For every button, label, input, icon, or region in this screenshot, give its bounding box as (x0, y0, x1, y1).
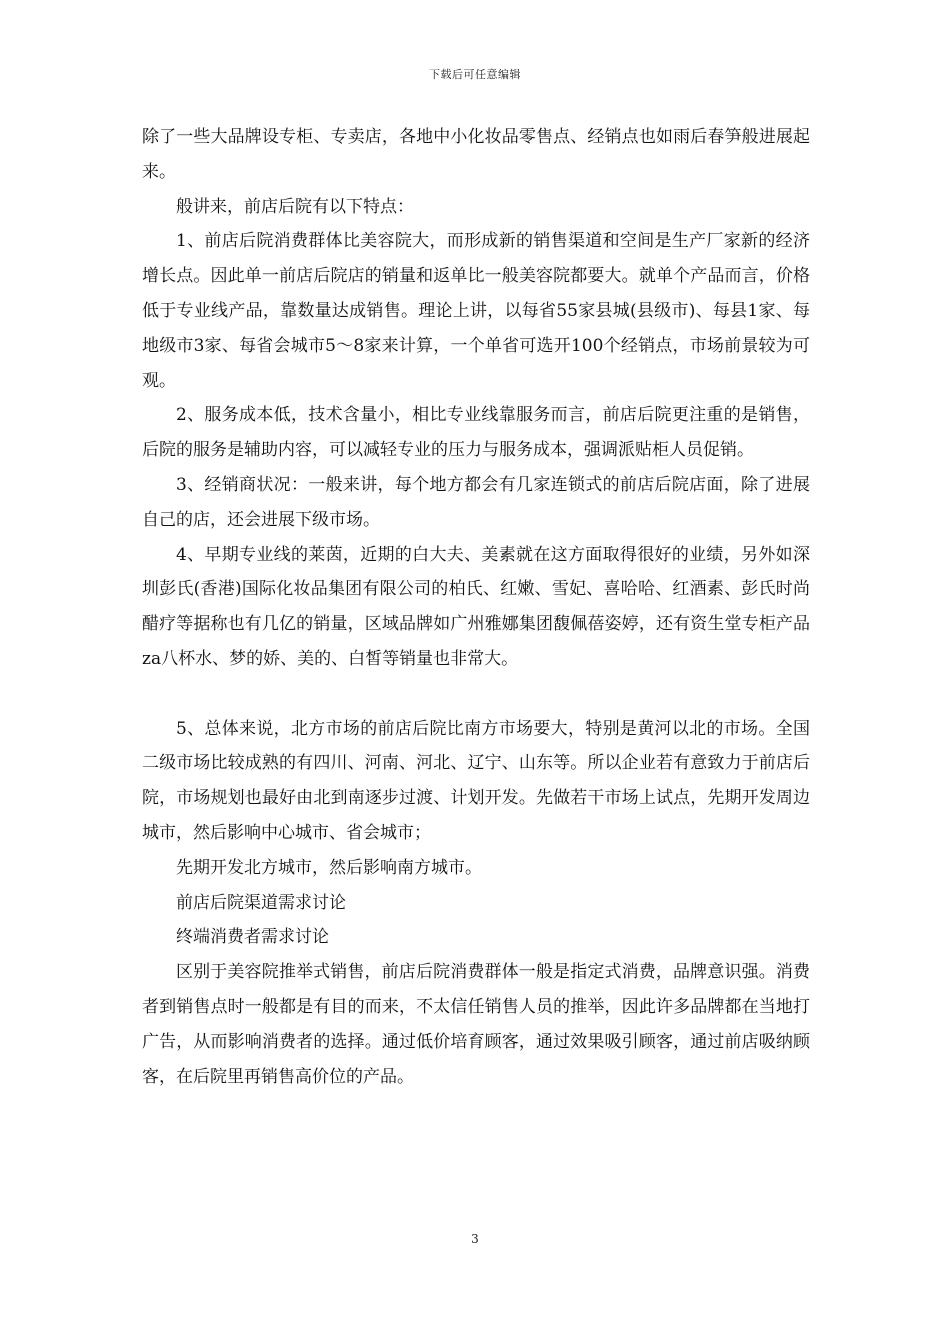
paragraph-gap (142, 677, 810, 712)
paragraph-point-2: 2、服务成本低，技术含量小，相比专业线靠服务而言，前店后院更注重的是销售，后院的服务是辅助内容，可以减轻专业的压力与服务成本，强调派贴柜人员促销。 (142, 405, 810, 461)
paragraph-point-4: 4、早期专业线的莱茵，近期的白大夫、美素就在这方面取得很好的业绩，另外如深圳彭氏(香港)国际化妆品集团有限公司的柏氏、红嫩、雪妃、喜哈哈、红酒素、彭氏时尚醋疗等据称也有几亿的销量，区域品牌如广州雅娜集团馥佩蓓姿婷，还有资生堂专柜产品za八杯水、梦的娇、美的、白皙等销量也非常大。 (142, 544, 810, 669)
paragraph-development-order: 先期开发北方城市，然后影响南方城市。 (176, 857, 482, 878)
section-heading-consumer-needs: 终端消费者需求讨论 (176, 927, 329, 948)
paragraph-point-3: 3、经销商状况：一般来讲，每个地方都会有几家连锁式的前店后院店面，除了进展自己的店，还会进展下级市场。 (142, 474, 810, 530)
paragraph-point-1: 1、前店后院消费群体比美容院大，而形成新的销售渠道和空间是生产厂家新的经济增长点。因此单一前店后院店的销量和返单比一般美容院都要大。就单个产品而言，价格低于专业线产品，靠数量达成销售。理论上讲，以每省55家县城(县级市)、每县1家、每地级市3家、每省会城市5～8家来计算，一个单省可选开100个经销点，市场前景较为可观。 (142, 231, 810, 391)
paragraph-continuation: 除了一些大品牌设专柜、专卖店，各地中小化妆品零售点、经销点也如雨后春笋般进展起来。 (142, 127, 810, 182)
document-body (142, 120, 810, 1094)
paragraph-features-intro: 般讲来，前店后院有以下特点： (176, 196, 414, 217)
page-number: 3 (471, 1232, 479, 1246)
page-header: 下载后可任意编辑 (429, 68, 521, 81)
section-heading-channel-needs: 前店后院渠道需求讨论 (176, 892, 346, 913)
paragraph-point-5: 5、总体来说，北方市场的前店后院比南方市场要大，特别是黄河以北的市场。全国二级市场比较成熟的有四川、河南、河北、辽宁、山东等。所以企业若有意致力于前店后院，市场规划也最好由北到南逐步过渡、计划开发。先做若干市场上试点，先期开发周边城市，然后影响中心城市、省会城市； (142, 718, 810, 843)
paragraph-consumer-needs: 区别于美容院推举式销售，前店后院消费群体一般是指定式消费，品牌意识强。消费者到销售点时一般都是有目的而来，不太信任销售人员的推举，因此许多品牌都在当地打广告，从而影响消费者的选择。通过低价培育顾客，通过效果吸引顾客，通过前店吸纳顾客，在后院里再销售高价位的产品。 (142, 962, 810, 1087)
